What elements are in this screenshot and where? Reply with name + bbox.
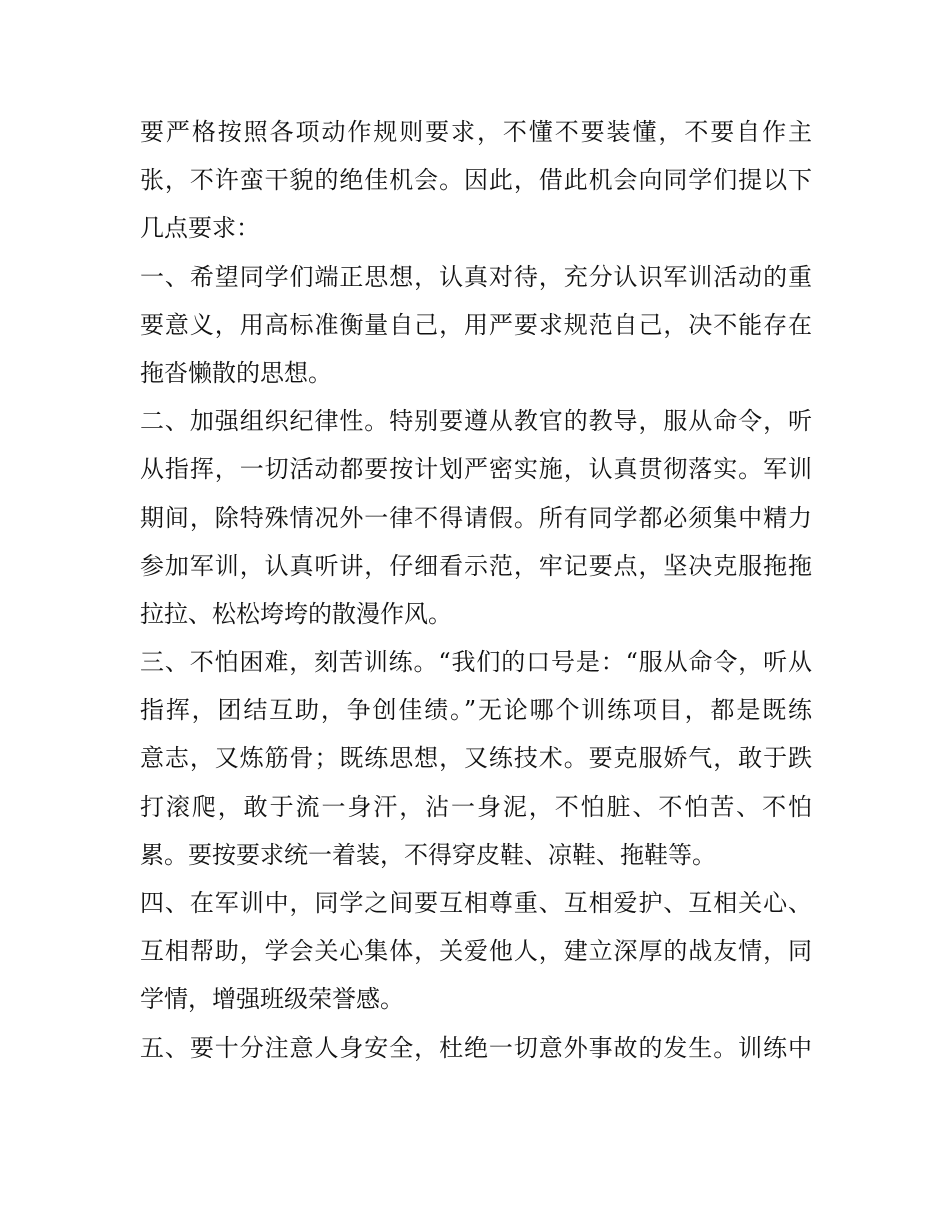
text-line: 拉拉、松松垮垮的散漫作风。 <box>140 599 452 628</box>
text-line: 五、要十分注意人身安全，杜绝一切意外事故的发生。训练中 <box>140 1033 812 1062</box>
text-line: 学情，增强班级荣誉感。 <box>140 985 404 1014</box>
text-line: 四、在军训中，同学之间要互相尊重、互相爱护、互相关心、 <box>140 889 812 917</box>
body-text <box>140 112 812 1076</box>
text-line: 要意义，用高标准衡量自己，用严要求规范自己，决不能存在 <box>140 310 812 339</box>
text-line: 指挥，团结互助，争创佳绩。”无论哪个训练项目，都是既练 <box>140 696 812 725</box>
text-line: 意志，又炼筋骨；既练思想，又练技术。要克服娇气，敢于跌 <box>140 744 812 773</box>
text-line: 张，不许蛮干貌的绝佳机会。因此，借此机会向同学们提以下 <box>140 166 812 195</box>
text-line: 二、加强组织纪律性。特别要遵从教官的教导，服从命令，听 <box>140 407 812 436</box>
text-line: 累。要按要求统一着装，不得穿皮鞋、凉鞋、拖鞋等。 <box>140 840 716 869</box>
text-line: 一、希望同学们端正思想，认真对待，充分认识军训活动的重 <box>140 262 812 291</box>
text-line: 拖沓懒散的思想。 <box>140 358 332 387</box>
text-line: 要严格按照各项动作规则要求，不懂不要装懂，不要自作主 <box>140 118 812 146</box>
text-line: 三、不怕困难，刻苦训练。“我们的口号是：“服从命令，听从 <box>140 648 812 677</box>
text-line: 从指挥，一切活动都要按计划严密实施，认真贯彻落实。军训 <box>140 455 812 484</box>
text-line: 互相帮助，学会关心集体，关爱他人，建立深厚的战友情，同 <box>140 937 812 966</box>
text-line: 打滚爬，敢于流一身汗，沾一身泥，不怕脏、不怕苦、不怕 <box>140 792 812 821</box>
text-line: 参加军训，认真听讲，仔细看示范，牢记要点，坚决克服拖拖 <box>140 551 812 580</box>
text-line: 期间，除特殊情况外一律不得请假。所有同学都必须集中精力 <box>140 503 812 532</box>
text-line: 几点要求： <box>140 214 260 243</box>
